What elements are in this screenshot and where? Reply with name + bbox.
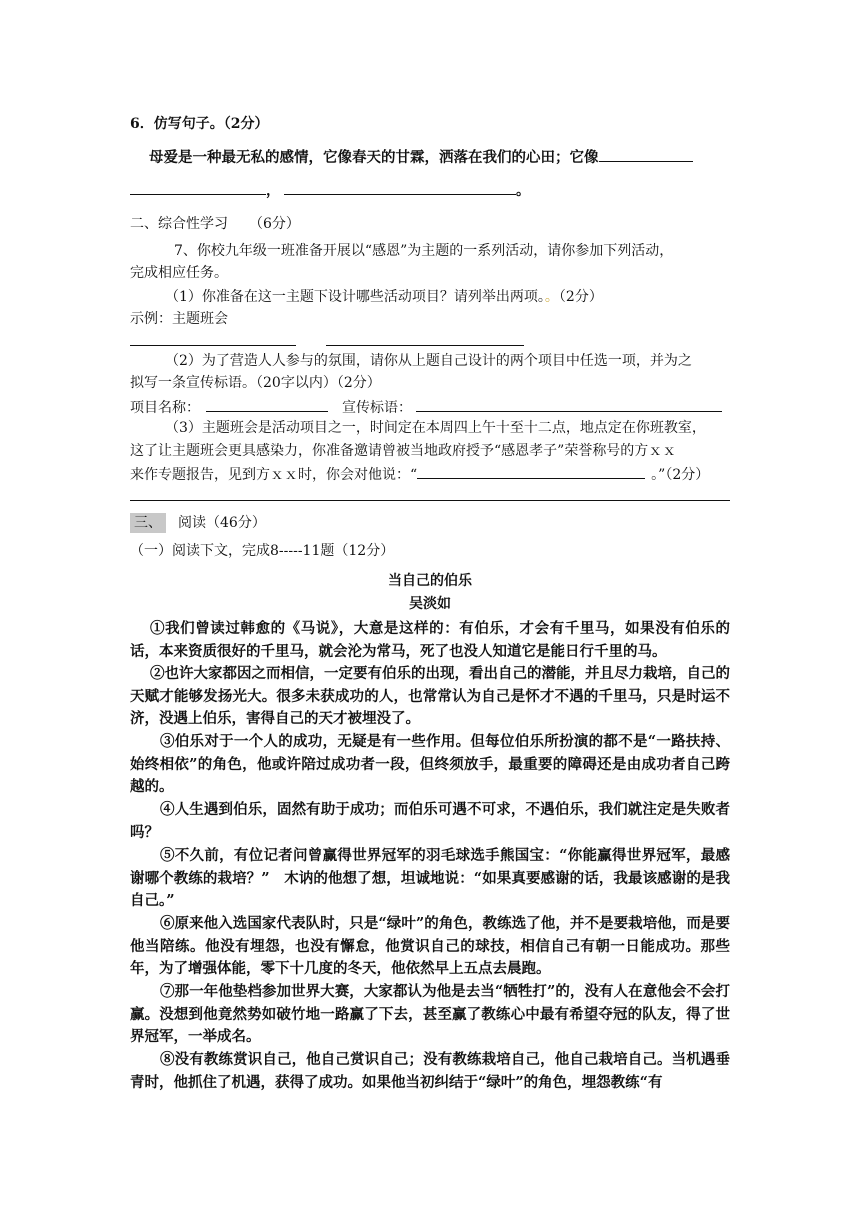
section-3-title: 阅读（46分） xyxy=(178,515,266,531)
speech-blank[interactable] xyxy=(417,464,645,479)
article-paragraph-7: ⑦那一年他垫档参加世界大赛，大家都认为他是去当“牺牲打”的，没有人在意他会不会打赢。没想到他竟然势如破竹地一路赢了下去，甚至赢了教练心中最有希望夺冠的队友，得了世界冠军，一举成名。 xyxy=(130,983,730,1046)
subquestion-1 xyxy=(165,287,603,307)
answer-blank[interactable] xyxy=(284,180,516,195)
article-paragraph-2: ②也许大家都因之而相信，一定要有伯乐的出现，看出自己的潜能，并且尽力栽培，自己的天赋才能够发扬光大。很多未获成功的人，也常常认为自己是怀才不遇的千里马，只是时运不济，没遇上伯乐，害得自己的天才被埋没了。 xyxy=(130,665,730,728)
project-name-label: 项目名称： xyxy=(130,400,200,416)
article-paragraph-8: ⑧没有教练赏识自己，他自己赏识自己；没有教练栽培自己，他自己栽培自己。当机遇垂青时，他抓住了机遇，获得了成功。如果他当初纠结于“绿叶”的角色，埋怨教练“有 xyxy=(130,1051,730,1091)
project-name-row xyxy=(130,397,722,418)
question-7-line-1: 7、你校九年级一班准备开展以“感恩”为主题的一系列活动，请你参加下列活动， xyxy=(174,243,674,259)
example-label: 示例：主题班会 xyxy=(130,311,228,327)
subquestion-3-line-3 xyxy=(130,464,709,485)
subquestion-3-prompt: 来作专题报告，见到方ｘｘ时，你会对他说：“ xyxy=(130,467,418,483)
article-author: 吴淡如 xyxy=(409,596,451,612)
article-paragraph-3: ③伯乐对于一个人的成功，无疑是有一些作用。但每位伯乐所扮演的都不是“一路扶持、始终相依”的角色，他或许陪过成功者一段，但终须放手，最重要的障碍还是由成功者自己跨越的。 xyxy=(130,733,730,796)
answer-blank[interactable] xyxy=(130,180,266,195)
subquestion-1-score: （2分） xyxy=(558,289,603,305)
section-3-heading xyxy=(130,513,266,533)
subquestion-3-line-2: 这了让主题班会更具感染力，你准备邀请曾被当地政府授予“感恩孝子”荣誉称号的方ｘｘ xyxy=(130,443,677,459)
section-2-heading: 二、综合性学习 （6分） xyxy=(130,216,300,232)
answer-line-1[interactable] xyxy=(130,345,296,346)
slogan-label: 宣传标语： xyxy=(342,400,412,416)
answer-line-2[interactable] xyxy=(326,345,524,346)
subquestion-1-text: （1）你准备在这一主题下设计哪些活动项目？请列举出两项。 xyxy=(165,289,545,305)
article-paragraph-6: ⑥原来他入选国家代表队时，只是“绿叶”的角色，教练选了他，并不是要栽培他，而是要他当陪练。他没有埋怨，也没有懈怠，他赏识自己的球技，相信自己有朝一日能成功。那些年，为了增强体能，零下十几度的冬天，他依然早上五点去晨跑。 xyxy=(130,915,730,978)
answer-blank[interactable] xyxy=(599,147,693,162)
subquestion-3-line-1: （3）主题班会是活动项目之一，时间定在本周四上午十至十二点，地点定在你班教室， xyxy=(165,420,706,436)
article-paragraph-5: ⑤不久前，有位记者问曾赢得世界冠军的羽毛球选手熊国宝：“你能赢得世界冠军，最感谢哪个教练的栽培？” 木讷的他想了想，坦诚地说：“如果真要感谢的话，我最该感谢的是我自己。” xyxy=(130,847,730,910)
subquestion-3-score: 。”（2分） xyxy=(651,467,710,483)
section-3-number: 三、 xyxy=(130,513,166,533)
section-divider xyxy=(130,500,730,501)
question-6-prompt xyxy=(149,147,693,168)
article-title: 当自己的伯乐 xyxy=(388,573,472,589)
question-6-continuation xyxy=(130,180,530,201)
question-6-prompt-text: 母爱是一种最无私的感情，它像春天的甘霖，洒落在我们的心田；它像 xyxy=(149,149,599,166)
project-name-blank[interactable] xyxy=(206,397,328,412)
question-6-title: 6．仿写句子。（2分） xyxy=(130,116,269,132)
comma: ， xyxy=(266,183,280,199)
subquestion-2-line-1: （2）为了营造人人参与的氛围，请你从上题自己设计的两个项目中任选一项，并为之 xyxy=(165,353,692,369)
subquestion-2-line-2: 拟写一条宣传标语。（20字以内）（2分） xyxy=(130,375,381,391)
slogan-blank[interactable] xyxy=(416,397,722,412)
reading-part-1-instruction: （一）阅读下文，完成8-----11题（12分） xyxy=(130,543,395,559)
question-7-line-2: 完成相应任务。 xyxy=(130,265,228,281)
article-paragraph-1: ①我们曾读过韩愈的《马说》，大意是这样的：有伯乐，才会有千里马，如果没有伯乐的话，本来资质很好的千里马，就会沦为常马，死了也没人知道它是能日行千里的马。 xyxy=(130,620,730,660)
article-paragraph-4: ④人生遇到伯乐，固然有助于成功；而伯乐可遇不可求，不遇伯乐，我们就注定是失败者吗？ xyxy=(130,801,730,841)
period: 。 xyxy=(516,183,530,199)
subquestion-1-dot: 。 xyxy=(544,289,559,305)
